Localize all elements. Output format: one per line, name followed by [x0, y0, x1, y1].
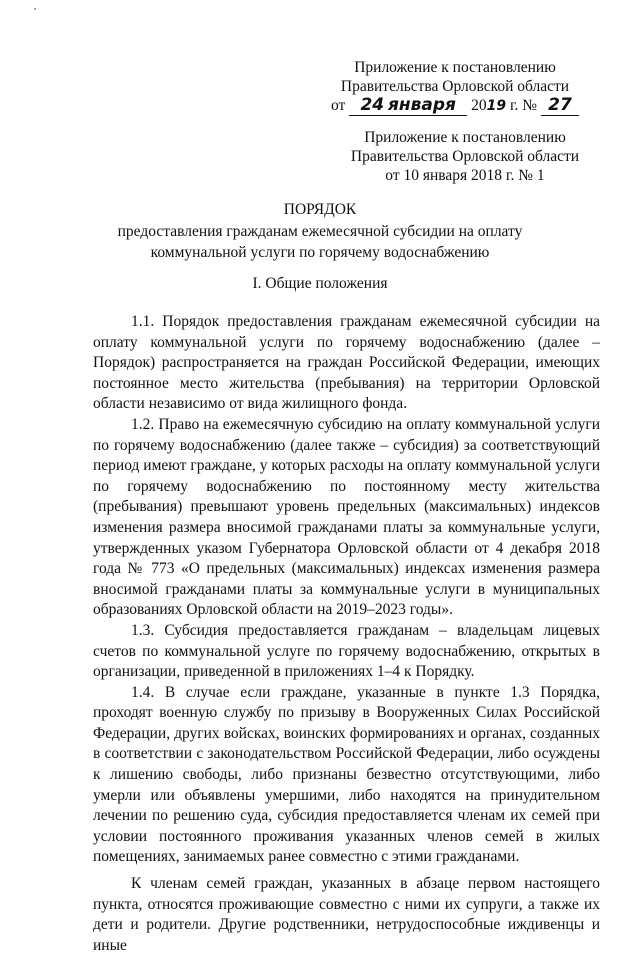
- appendix-header-new: [325, 58, 585, 116]
- appendix-date-line: [325, 96, 585, 116]
- document-body: [93, 312, 600, 956]
- paragraph-1-4: 1.4. В случае если граждане, указанные в пункте 1.3 Порядка, проходят военную службу по призыву в Вооруженных Силах Российской Федерации, других войсках, воинских формированиях и органах, созданных в соответствии с законодательством Российской Федерации, либо осуждены к лишению свободы, либо признаны безвестно отсутствующими, либо умерли или объявлены умершими, либо находятся на принудительном лечении по решению суда, субсидия предоставляется членам их семей при условии постоянного проживания указанных членов семей в жилых помещениях, занимаемых ранее совместно с этими гражданами.: [93, 683, 600, 866]
- document-subtitle: предоставления гражданам ежемесячной субсидии на оплату коммунальной услуги по горячему водоснабжению: [117, 223, 523, 261]
- scan-speck: [34, 8, 36, 10]
- paragraph-1-1: 1.1. Порядок предоставления гражданам ежемесячной субсидии на оплату коммунальной услуги по горячему водоснабжению (далее – Порядок) распространяется на граждан Российской Федерации, имеющих постоянное место жительства (пребывания) на территории Орловской области независимо от вида жилищного фонда.: [93, 313, 600, 413]
- appendix-old-line-2: Правительства Орловской области: [350, 148, 580, 165]
- handwritten-number-field: [541, 96, 579, 116]
- appendix-line-2: Правительства Орловской области: [340, 78, 570, 95]
- year-printed: 20: [471, 97, 487, 114]
- handwritten-date-field: [349, 96, 467, 116]
- paragraph-1-3: 1.3. Субсидия предоставляется гражданам – владельцам лицевых счетов по коммунальной услуге по горячему водоснабжению, открытых в организации, приведенной в приложениях 1–4 к Порядку.: [93, 621, 600, 681]
- handwritten-year: 19: [486, 98, 507, 114]
- appendix-header-old: [340, 128, 590, 185]
- paragraph-1-2: 1.2. Право на ежемесячную субсидию на оплату коммунальной услуги по горячему водоснабжению (далее также – субсидия) за соответствующий период имеют граждане, у которых расходы на оплату коммунальной услуги по горячему водоснабжению по постоянному месту жительства (пребывания) превышают уровень предельных (максимальных) индексов изменения размера вносимой гражданами платы за коммунальные услуги, утвержденных указом Губернатора Орловской области от 4 декабря 2018 года № 773 «О предельных (максимальных) индексах изменения размера вносимой гражданами платы за коммунальные услуги в муниципальных образованиях Орловской области на 2019–2023 годы».: [93, 415, 600, 619]
- appendix-old-line-3: от 10 января 2018 г. № 1: [385, 167, 545, 184]
- section-heading: I. Общие положения: [252, 275, 388, 292]
- handwritten-number: 27: [548, 95, 572, 115]
- paragraph-family-members: К членам семей граждан, указанных в абзаце первом настоящего пункта, относятся проживающие совместно с ними их супруги, а также их дети и родители. Другие родственники, нетрудоспособные иждивенцы и иные: [93, 875, 600, 954]
- date-prefix: от: [331, 97, 346, 114]
- year-suffix: г. №: [509, 97, 538, 114]
- handwritten-month: января: [388, 95, 456, 115]
- handwritten-day: 24: [360, 95, 385, 115]
- appendix-line-1: Приложение к постановлению: [354, 59, 556, 76]
- document-title: ПОРЯДОК: [283, 201, 357, 218]
- appendix-old-line-1: Приложение к постановлению: [364, 129, 566, 146]
